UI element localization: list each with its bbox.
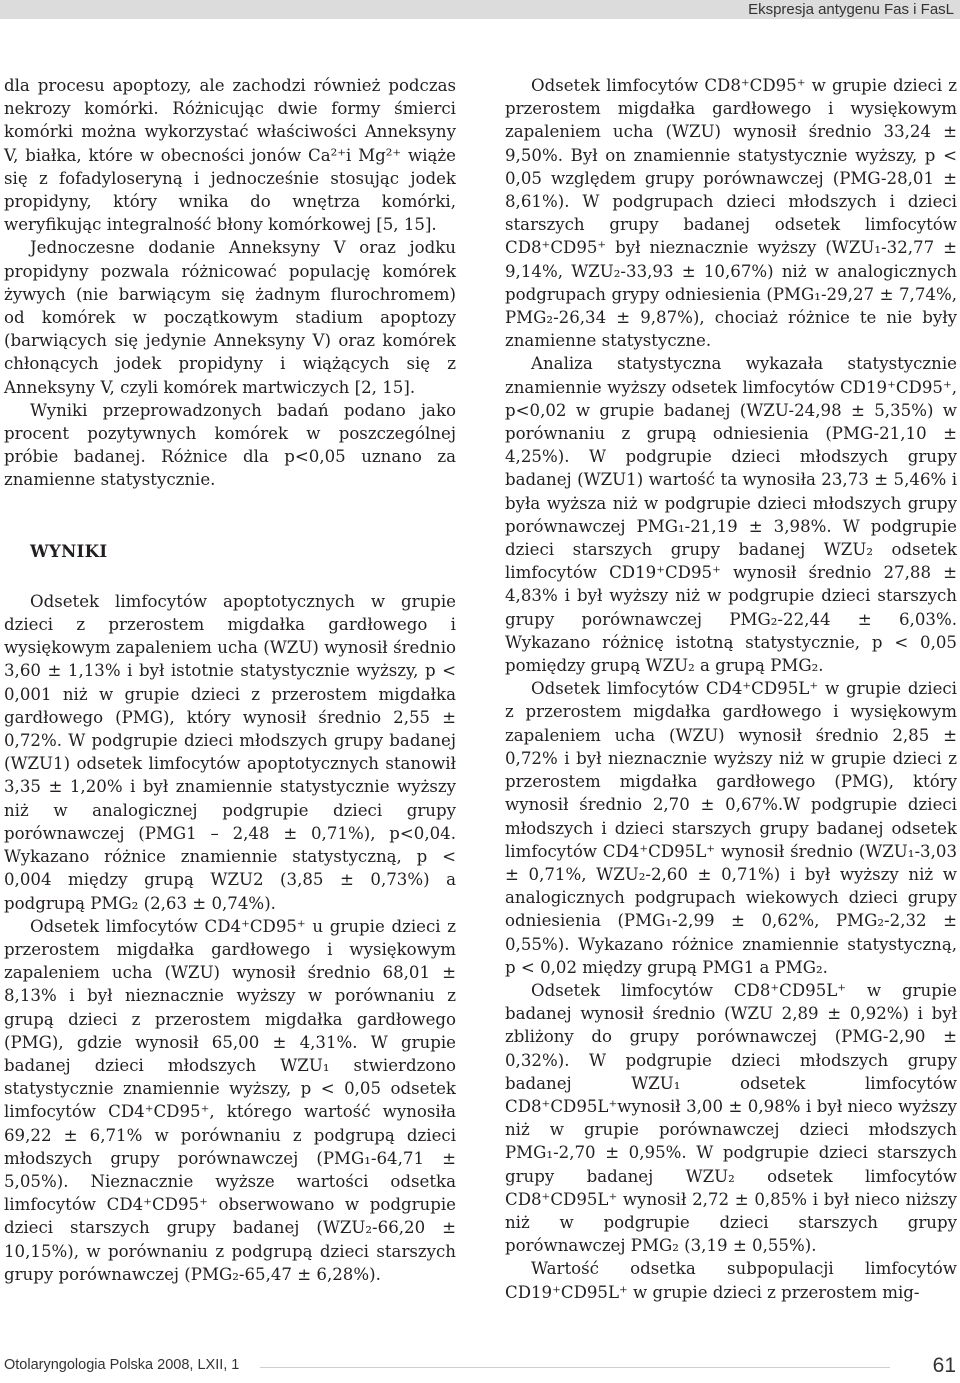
paragraph: Odsetek limfocytów CD4⁺CD95L⁺ w grupie dzieci z przerostem migdałka gardłowego i wysiękowym zapaleniem ucha (WZU) wynosił średnio 2,85 ± 0,72% i był nieznacznie wyższy niż w grupie dzieci z przerostem migdałka gardłowego (PMG), który wynosił średnio 2,70 ± 0,67%.W podgrupie dzieci młodszych i dzieci starszych grupy badanej odsetek limfocytów CD4⁺CD95L⁺ wynosił średnio (WZU₁-3,03 ± 0,71%, WZU₂-2,60 ± 0,71%) i był wyższy niż w analogicznych podgrupach wiekowych dzieci grupy odniesienia (PMG₁-2,99 ± 0,62%, PMG₂-2,32 ± 0,55%). Wykazano różnice znamiennie statystyczną, p < 0,02 między grupą PMG1 a PMG₂.: [505, 679, 957, 977]
right-column: [505, 74, 957, 1304]
left-column: [4, 74, 456, 1286]
paragraph: Odsetek limfocytów apoptotycznych w grupie dzieci z przerostem migdałka gardłowego i wysiękowym zapaleniem ucha (WZU) wynosił średnio 3,60 ± 1,13% i był istotnie statystycznie wyższy, p < 0,001 niż w grupie dzieci z przerostem migdałka gardłowego (PMG), który wynosił średnio 2,55 ± 0,72%. W podgrupie dzieci młodszych grupy badanej (WZU1) odsetek limfocytów apoptotycznych stanowił 3,35 ± 1,20% i był znamiennie statystycznie wyższy niż w analogicznej podgrupie dzieci grupy porównawczej (PMG1 – 2,48 ± 0,71%), p<0,04. Wykazano różnice znamiennie statystyczną, p < 0,004 między grupą WZU2 (3,85 ± 0,73%) a podgrupą PMG₂ (2,63 ± 0,74%).: [4, 591, 456, 913]
section-heading-wyniki: WYNIKI: [30, 540, 108, 561]
paragraph: Analiza statystyczna wykazała statystycznie znamiennie wyższy odsetek limfocytów CD19⁺CD95⁺, p<0,02 w grupie badanej (WZU-24,98 ± 5,35%) w porównaniu z grupą odniesienia (PMG-21,10 ± 4,25%). W podgrupie dzieci młodszych grupy badanej (WZU1) wartość ta wynosiła 23,73 ± 5,46% i była wyższa niż w podgrupie dzieci młodszych grupy porównawczej PMG₁-21,19 ± 3,98%. W podgrupie dzieci starszych grupy badanej WZU₂ odsetek limfocytów CD19⁺CD95⁺ wynosił średnio 27,88 ± 4,83% i był wyższy niż w podgrupie dzieci starszych grupy porównawczej PMG₂-22,44 ± 6,03%. Wykazano różnicę istotną statystycznie, p < 0,05 pomiędzy grupą WZU₂ a grupą PMG₂.: [505, 354, 957, 676]
page-number: 61: [932, 1354, 956, 1377]
paragraph: Odsetek limfocytów CD8⁺CD95L⁺ w grupie badanej wynosił średnio (WZU 2,89 ± 0,92%) i był zbliżony do grupy porównawczej (PMG-2,90 ± 0,32%). W podgrupie dzieci młodszych grupy badanej WZU₁ odsetek limfocytów CD8⁺CD95L⁺wynosił 3,00 ± 0,98% i był nieco wyższy niż w grupie porównawczej dzieci młodszych PMG₁-2,70 ± 0,95%. W podgrupie dzieci starszych grupy badanej WZU₂ odsetek limfocytów CD8⁺CD95L⁺ wynosił 2,72 ± 0,85% i był nieco niższy niż w podgrupie dzieci starszych grupy porównawczej PMG₂ (3,19 ± 0,55%).: [505, 980, 957, 1256]
footer-divider: [260, 1367, 890, 1368]
running-header-bar: [0, 0, 960, 19]
paragraph: dla procesu apoptozy, ale zachodzi również podczas nekrozy komórki. Różnicując dwie formy śmierci komórki można wykorzystać właściwości Anneksyny V, białka, które w obecności jonów Ca²⁺i Mg²⁺ wiąże się z fofadyloseryną i jednocześnie stosując jodek propidyny, który wnika do wnętrza komórki, weryfikując integralność błony komórkowej [5, 15].: [4, 76, 456, 235]
paragraph: Wyniki przeprowadzonych badań podano jako procent pozytywnych komórek w poszczególnej próbie badanej. Różnice dla p<0,05 uznano za znamienne statystycznie.: [4, 400, 456, 490]
paragraph: Wartość odsetka subpopulacji limfocytów CD19⁺CD95L⁺ w grupie dzieci z przerostem mig-: [505, 1259, 957, 1302]
footer-journal-citation: Otolaryngologia Polska 2008, LXII, 1: [4, 1357, 240, 1373]
paragraph: Odsetek limfocytów CD4⁺CD95⁺ u grupie dzieci z przerostem migdałka gardłowego i wysiękowym zapaleniem ucha (WZU) wynosił średnio 68,01 ± 8,13% i był nieznacznie wyższy w porównaniu z grupą dzieci z przerostem migdałka gardłowego (PMG), gdzie wynosił 65,00 ± 4,31%. W grupie badanej dzieci młodszych WZU₁ stwierdzono statystycznie znamiennie wyższy, p < 0,05 odsetek limfocytów CD4⁺CD95⁺, którego wartość wynosiła 69,22 ± 6,71% w porównaniu z podgrupą dzieci młodszych grupy porównawczej (PMG₁-64,71 ± 5,05%). Nieznacznie wyższe wartości odsetka limfocytów CD4⁺CD95⁺ obserwowano w podgrupie dzieci starszych grupy badanej (WZU₂-66,20 ± 10,15%), w porównaniu z podgrupą dzieci starszych grupy porównawczej (PMG₂-65,47 ± 6,28%).: [4, 916, 456, 1284]
running-title: Ekspresja antygenu Fas i FasL: [748, 1, 954, 18]
paragraph: Jednoczesne dodanie Anneksyny V oraz jodku propidyny pozwala różnicować populację komórek żywych (nie barwiącym się żadnym flurochromem) od komórek w początkowym stadium apoptozy (barwiących się jedynie Anneksyny V) oraz komórek chłonących jodek propidyny i wiążących się z Anneksyny V, czyli komórek martwiczych [2, 15].: [4, 238, 456, 397]
paragraph: Odsetek limfocytów CD8⁺CD95⁺ w grupie dzieci z przerostem migdałka gardłowego i wysiękowym zapaleniem ucha (WZU) wynosił średnio 33,24 ± 9,50%. Był on znamiennie statystycznie wyższy, p < 0,05 względem grupy porównawczej (PMG-28,01 ± 8,61%). W podgrupach dzieci młodszych i dzieci starszych grupy badanej odsetek limfocytów CD8⁺CD95⁺ był nieznacznie wyższy (WZU₁-32,77 ± 9,14%, WZU₂-33,93 ± 10,67%) niż w analogicznych podgrupach grypy odniesienia (PMG₁-29,27 ± 7,74%, PMG₂-26,34 ± 9,87%), chociaż różnice te nie były znamienne statystyczne.: [505, 76, 957, 351]
